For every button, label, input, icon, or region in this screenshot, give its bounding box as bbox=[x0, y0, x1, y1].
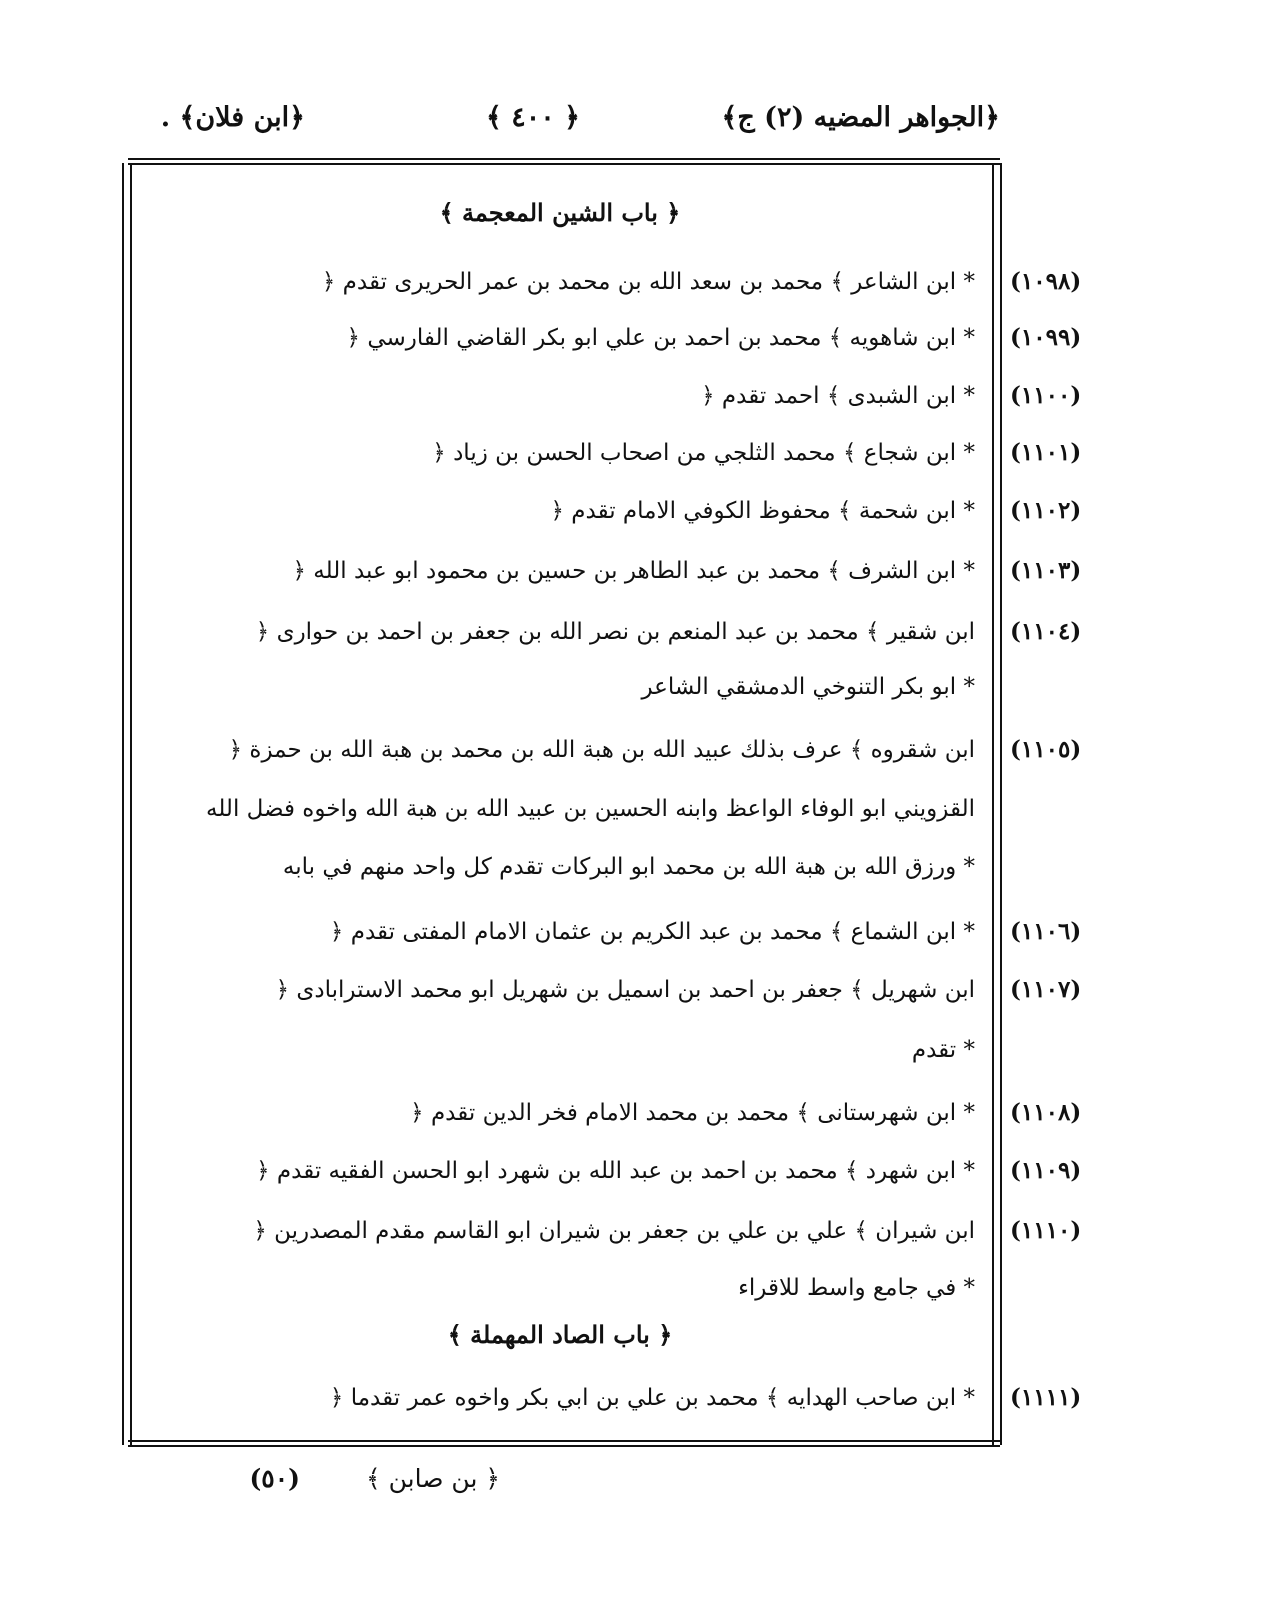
signature-mark: (٥٠) bbox=[249, 1464, 300, 1493]
entry-line: ﴿ ابن شقروه ﴾ عرف بذلك عبيد الله بن هبة الله بن محمد بن هبة الله بن حمزة bbox=[228, 737, 975, 763]
entry-line: ﴿ ابن شهرد ﴾ محمد بن احمد بن عبد الله بن شهرد ابو الحسن الفقيه تقدم * bbox=[256, 1158, 975, 1184]
entry-number: (١١٠٦) bbox=[1010, 918, 1082, 945]
entry-number: (١٠٩٨) bbox=[1010, 268, 1082, 295]
entry-line: القزويني ابو الوفاء الواعظ وابنه الحسين بن عبيد الله بن هبة الله واخوه فضل الله bbox=[205, 796, 975, 822]
entry-line: تقدم * bbox=[911, 1037, 975, 1063]
entry-line: ﴿ ابن الشرف ﴾ محمد بن عبد الطاهر بن حسين بن محمود ابو عبد الله * bbox=[292, 558, 975, 584]
entry-line: ﴿ ابن الشماع ﴾ محمد بن عبد الكريم بن عثمان الامام المفتى تقدم * bbox=[329, 919, 975, 945]
entry-line: ابو بكر التنوخي الدمشقي الشاعر * bbox=[641, 674, 975, 700]
entry-line: ﴿ ابن شقير ﴾ محمد بن عبد المنعم بن نصر الله بن جعفر بن احمد بن حوارى bbox=[255, 619, 975, 645]
entry-number: (١١٠٠) bbox=[1010, 382, 1082, 409]
catchword: ﴿ بن صابن ﴾ bbox=[366, 1464, 500, 1493]
section-heading-sad: ﴿ باب الصاد المهملة ﴾ bbox=[447, 1320, 673, 1349]
entry-line: ﴿ ابن صاحب الهدايه ﴾ محمد بن علي بن ابي بكر واخوه عمر تقدما * bbox=[329, 1385, 975, 1411]
section-heading-shin: ﴿ باب الشين المعجمة ﴾ bbox=[439, 198, 681, 227]
entry-number: (١١٠٣) bbox=[1010, 557, 1082, 584]
entry-number: (١١١٠) bbox=[1010, 1217, 1082, 1244]
entry-line: ﴿ ابن الشبدى ﴾ احمد تقدم * bbox=[701, 383, 975, 409]
entry-line: ﴿ ابن شاهويه ﴾ محمد بن احمد بن علي ابو بكر القاضي الفارسي * bbox=[346, 325, 975, 351]
running-topic: ﴿ابن فلان﴾ . bbox=[160, 102, 305, 133]
book-title: ﴿الجواهر المضيه (٢) ج﴾ bbox=[721, 102, 1000, 133]
entry-line: ﴿ ابن شهريل ﴾ جعفر بن احمد بن اسميل بن شهريل ابو محمد الاسترابادى bbox=[275, 977, 975, 1003]
entry-line: ﴿ ابن شيران ﴾ علي بن علي بن جعفر بن شيران ابو القاسم مقدم المصدرين bbox=[253, 1218, 975, 1244]
entry-number: (١١١١) bbox=[1010, 1384, 1082, 1411]
entry-number: (١٠٩٩) bbox=[1010, 324, 1082, 351]
entry-line: في جامع واسط للاقراء * bbox=[738, 1275, 975, 1301]
entry-number: (١١٠٢) bbox=[1010, 497, 1082, 524]
entry-line: ﴿ ابن شحمة ﴾ محفوظ الكوفي الامام تقدم * bbox=[550, 498, 975, 524]
page-number: ﴿ ٤٠٠ ﴾ bbox=[486, 102, 580, 133]
entry-number: (١١٠٥) bbox=[1010, 736, 1082, 763]
entry-line: ﴿ ابن شهرستانى ﴾ محمد بن محمد الامام فخر الدين تقدم * bbox=[410, 1100, 975, 1126]
entry-number: (١١٠٧) bbox=[1010, 976, 1082, 1003]
entry-number: (١١٠٩) bbox=[1010, 1157, 1082, 1184]
entry-line: ﴿ ابن الشاعر ﴾ محمد بن سعد الله بن محمد بن عمر الحريرى تقدم * bbox=[321, 269, 975, 295]
page-footer bbox=[180, 1460, 630, 1510]
entry-line: ﴿ ابن شجاع ﴾ محمد الثلجي من اصحاب الحسن بن زياد * bbox=[432, 440, 975, 466]
entry-number: (١١٠٨) bbox=[1010, 1099, 1082, 1126]
entry-line: ورزق الله بن هبة الله بن محمد ابو البركات تقدم كل واحد منهم في بابه * bbox=[282, 854, 975, 880]
entry-number: (١١٠٤) bbox=[1010, 618, 1082, 645]
entry-number: (١١٠١) bbox=[1010, 439, 1082, 466]
